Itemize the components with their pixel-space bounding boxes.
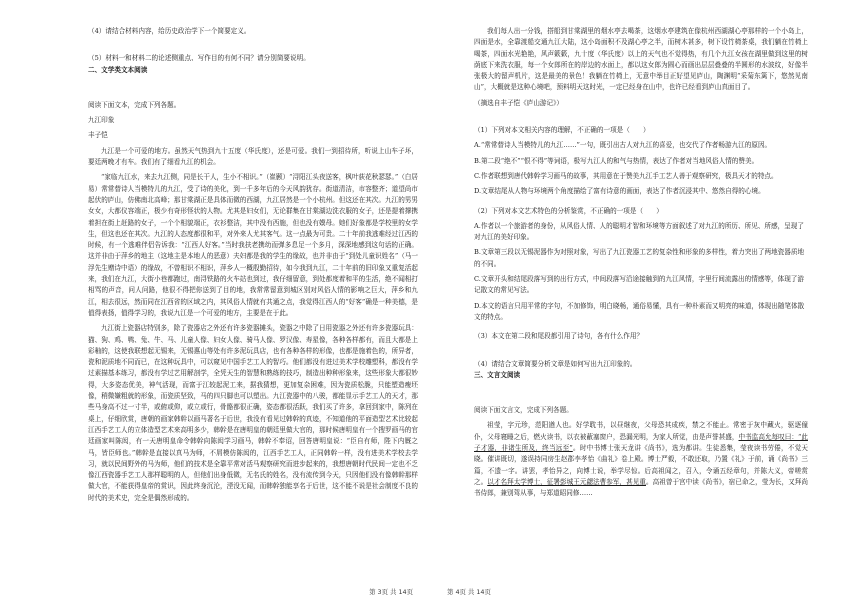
mcq-1-option-a: A.“常常替诗人当模特儿的九江……”一句，既引出古人对九江的喜爱，也交代了作者畅游九江的原因。 xyxy=(474,141,772,150)
classical-underline-1: 中书监高允每叹曰：“此子才器，非诸生所及，终当远至” xyxy=(474,432,808,453)
classical-passage xyxy=(474,420,808,499)
mcq-1-option-d: D.文章结尾从人物与环境两个角度描绘了富有诗意的画面，表达了作者沉浸其中、悠然自得的心境。 xyxy=(474,187,765,196)
paragraph-3: 九江街上瓷器店特别多，除了瓷器店之外还有许多瓷器摊头，瓷器之中除了日用瓷器之外还有许多瓷器玩具：猫、狗、鸡、鸭、兔、牛、马、儿童人像、妇女人像、骑马人像、罗汉像、寿星像，各种各样都有，而且大都是上彩釉的，这使我联想起无锡来，无锡惠山等处有许多泥玩具店，也有各种各样的形像，也都是施着色的，所异者，瓷和泥质地不同而已，在这种玩具中，可以窥见中国手艺工人的智巧。他们都没有进过美术学校雕塑科，都没有学过素描基本练习，都没有学过艺用解剖学，全凭天生的智慧和熟练的技巧，制造出种种形象来，这些形象大都很妙得，大多姿态优美，神气活现，而富于江较起泥工来，据我猜想，更加复杂困难，因为瓷质松脆，只能塑造瘦坯像，稍微嫌粗就的形象，而瓷质坚致，马的四只脚也可以塑出。九江瓷器中的八骏，都能显示手艺工人的天才，那些马身高不过一寸半，或俯或仰，或立或行，骨骼都很正确，姿态都很活跃，我们买了许多，拿回到家中，陈列在桌上，仔细欣赏，唐朝的画家韩幹以画马著名于后世，我没有看见过韩幹的真迹，不知道他的平面造型艺术比较起江西手艺工人的立体造型艺术来高明多少，韩幹是在唐明皇的朝廷里做大官的，那时候唐明皇有一个搜罗画马的官廷画家叫陈闳，有一天唐明皇命令韩幹向陈闳学习画马，韩幹不奉诏，回答唐明皇说：“臣自有师，陛下内厩之马，皆臣师也。”韩幹是直接以真马为师，不屑模仿陈闳的，江西手艺工人，正同韩幹一样，没有进美术学校去学习，就以民间野外的马为师，他们的技术是全靠平常对活马观察研究而进步起来的，我想唐朝时代民间一定也不乏像江西瓷器手艺工人那样聪明的人，但他们出身低微，无名氏的姓名，没有流传到今天，只因他们没有像韩幹那样做大官，不能获得皇帝的赏识，因此终身沉沦，湮没无闻，而韩幹独能享名于后世，这不能不说是社会制度不良的时代的美术史，完全是偶然形成的。 xyxy=(88,324,418,502)
classical-text-2: 。时中书博士张天龙讲《尚书》，选为都讲。生徒悉集，莹夜读书劳倦，不觉天晓。催讲既切，遂误持同房生赵郡李孝怡《曲礼》卷上殿。博士严毅，不敢还取，乃置《礼》于前，诵《尚书》三篇，不遗一字。讲罢，孝怡异之，向博士说，举学尽惊。后高祖闻之，召入，令诵五经章句，并陈大义，帝嗟赏之。 xyxy=(474,444,808,486)
article-author: 丰子恺 xyxy=(88,131,108,140)
question-4: （4）请结合材料内容，给历史政治学下一个简要定义。 xyxy=(88,27,251,35)
paragraph-1: 九江是一个可爱的地方。虽然天气热到九十五度（华氏度），还是可爱。我们一到招待所，听说上山车子坏，要廷两晚才有车。我们有了细看九江的机会。 xyxy=(88,146,418,167)
classical-text-1: 祖莹，字元珍，范阳遒人也。好学耽书，以昼继夜，父母恐其成疾，禁之不能止。常密于灰中藏火，驱逐僮仆，父母寝睡之后，燃火读书，以衣被蔽塞窗户，恐漏光明，为家人所觉，由是声誉甚盛， xyxy=(474,421,808,441)
page-footer xyxy=(0,587,860,596)
question-3-short: （3）本文在第二段和尾段都引用了诗句，各有什么作用？ xyxy=(474,332,644,341)
paragraph-4: 我们每人出一分钱，搭船到甘棠湖里的烟水亭去喝茶，这烟水亭建筑在像杭州西湖湖心亭那样的一个小岛上，四面是水，全靠渡船交通九江大陆，这小岛面积不及湖心亭之半，而树木甚多，树下设竹椅茶桌，我们躺在竹椅上喝茶，四面水光艳艳，风声簌簌，九十度（华氏度）以上的天气也不觉得热，有几个九江女孩在湖里做到这里的树荫底下来洗衣服，每一个女郎所在的岸边的水面上，都以这女郎为圆心而画出层层叠叠的半圆形的水波纹，好像半张极大的留声机片，这是最美的景色！我躺在竹椅上，无意中举目正好望见庐山，陶渊明“采菊东篱下，悠然见南山”，大概就是这种心境吧，预料明天这时光，一定已经身在山中，也许已经看到庐山真面目了。 xyxy=(474,27,808,92)
right-page xyxy=(430,0,860,608)
mcq-2-option-c: C.文章开头和结尾段落写到的出行方式，中间段落写沿途接触到的九江风情，字里行间流露出的情感等，体现了游记散文的常见写法。 xyxy=(474,275,804,295)
reading-instruction: 阅读下面文本，完成下列各题。 xyxy=(88,100,181,109)
source-note: （摘选自丰子恺《庐山游记》） xyxy=(474,98,564,107)
page-number-left: 第 3页 共 14页 xyxy=(369,588,413,596)
classical-instruction: 阅读下面文言文，完成下列各题。 xyxy=(474,406,573,415)
mcq-2-option-a: A.作者以一个旅游者的身份，从风俗人情、人的聪明才智和环境等方面叙述了对九江的所历、所见、所感，呈现了对九江的美好印象。 xyxy=(474,221,804,242)
page-number-right: 第 4页 共 14页 xyxy=(447,588,491,596)
question-4-short: （4）请结合文章简要分析文章是如何写出九江印象的。 xyxy=(474,359,637,368)
classical-text-3: 。高祖曾于宫中读《尚书》，宿已命之，莹为长，又拜尚书侍郎，兼别驾从事，与郑道昭同修…… xyxy=(474,477,809,498)
mcq-2-option-b: B.文章第三段以无锡泥器作为对照对象，写出了九江瓷器工艺的复杂性和形象的多样性，着力突出了两地瓷器质地的不同。 xyxy=(474,248,805,268)
section-heading-literary: 二、文学类文本阅读 xyxy=(88,65,148,74)
paragraph-2: “家临九江水，来去九江侧，同是长干人，生小不相识。”（崔颢）“浔阳江头夜送客，枫叶荻花秋瑟瑟。”（白居易）常常替诗人当模特儿的九江，受了诗的美化，到一千多年后的今天风韵犹存。街道清洁，市容整齐；道望尚市起伏的庐山，仿佛南北高峰；那甘棠湖正是具体而微的西湖，九江居然是一个小杭州。但这还在其次。九江的男男女女，大都仪容端正，极少有奇形怪状的人物。尤其是妇女们，无论群集在甘棠湖边洗衣服的女子，还是提着撑携着担在街上赶路的女子，一个个相貌端正，衣衫整洁，其中没有西施，但也没有嫫母。她们好象都是学校里的女学生，但这也还在其次。九江的人态度都很和平，对外来人尤其客气。这一点最为可贵。二十年前我逃难经过江西的时候，有一个逃难伴侣告诉我：“江西人好客。”当时我扶老携幼而弹多息足一个多月，深深地感到这句话的正确。这并非由于萍乡的地主（这地主是本地人的恶意）夫妇都是我的学生的缘故，也并非由于“到处儿童识姓名”（马一浮先生赠诗中语）的缘故，不曾相识不相识，萍乡人一概殷勤招待，如今我到九江，二十年前的旧印象又重复活起来，我们在九江，大街小巷都跑过，南浔铁路的火车站也到过，我仔细留意，到处都度着和平的生活，绝不闻相打相骂的声音，问人问路，他很不得把你送到了目的地，我常常留意到城区别对风俗人情的影响之巨大，萍乡和九江，相去很远，然而同在江西省的区域之内，其风俗人情就有共通之点，我觉得江西人的“好客”确是一种美德，是值得表扬，值得学习的，我说九江是一个可爱的地方，主要是在于此。 xyxy=(88,173,418,317)
mcq-1-option-c: C.作者联想到唐代韩幹学习画马的故事，其用意在于赞美九江手工艺人善于观察研究，极具天才的特点。 xyxy=(474,171,778,180)
question-5: （5）材料一和材料二的论述侧重点、写作目的有何不同？请分别简要说明。 xyxy=(88,54,310,63)
mcq-2-stem: （2）下列对本文艺术特色的分析鉴赏，不正确的一项是（ ） xyxy=(474,206,663,215)
mcq-1-stem: （1）下列对本文相关内容的理解，不正确的一项是（ ） xyxy=(474,126,650,135)
section-heading-classical: 三、文言文阅读 xyxy=(474,370,521,379)
classical-underline-2: 以才名拜太学博士，征署彭城王元勰法曹参军，甚见重 xyxy=(487,477,646,486)
mcq-1-option-b: B.第二段“绝不”“恨不得”等词语，极写九江人的和气与热情，表达了作者对当地风俗人情的赞美。 xyxy=(474,156,759,165)
article-title: 九江印象 xyxy=(88,116,115,125)
mcq-2-option-d: D.本文的语言只用平常的字句，不加修饰，明白晓畅，通俗易懂，具有一种朴素而又明亮的味道，体现出随笔体散文的特点。 xyxy=(474,301,805,321)
